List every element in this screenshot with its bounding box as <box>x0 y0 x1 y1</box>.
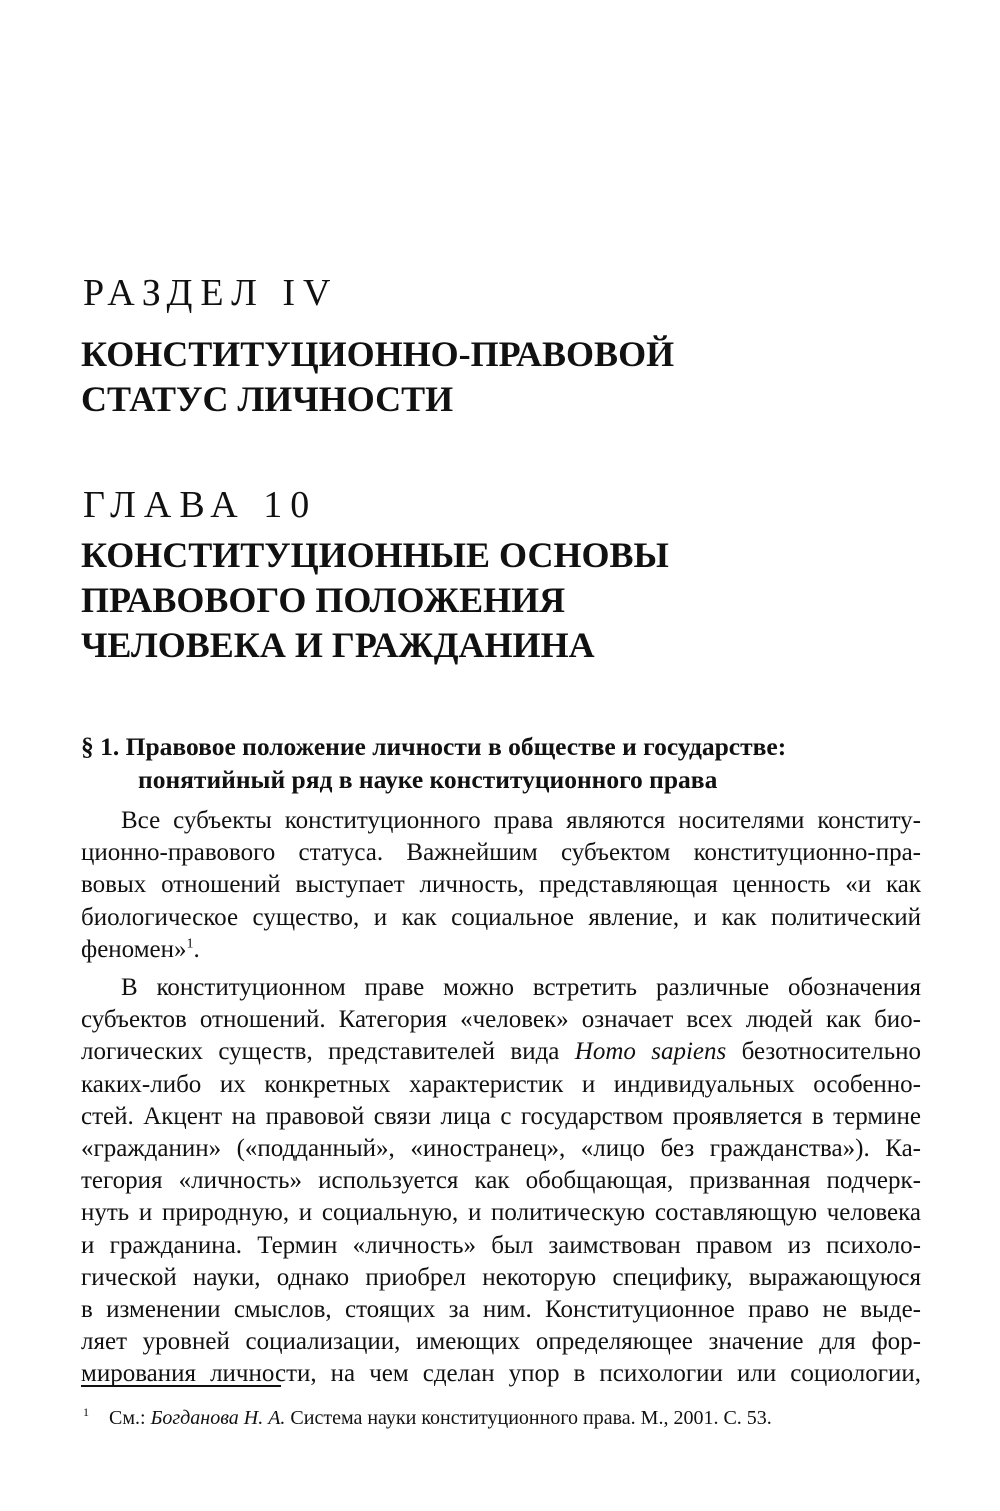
text-fragment: феномен» <box>81 935 187 963</box>
text-line: ляет уровней социализации, имеющих определяющее значение для фор- <box>81 1328 921 1356</box>
chapter-title-line: ПРАВОВОГО ПОЛОЖЕНИЯ <box>81 580 566 620</box>
paragraph-1 <box>81 805 921 966</box>
footnote-author: Богданова Н. А. <box>150 1407 286 1429</box>
footnote <box>83 1405 772 1431</box>
text-fragment: логических существ, представителей вида <box>81 1038 575 1066</box>
text-line <box>81 1036 921 1068</box>
paragraph-heading <box>81 730 941 796</box>
section-title <box>81 332 674 422</box>
section-label: РАЗДЕЛ IV <box>83 272 339 314</box>
text-line: Все субъекты конституционного права являются носителями конститу- <box>121 807 921 834</box>
text-line: в изменении смыслов, стоящих за ним. Конституционное право не выде- <box>81 1296 921 1324</box>
text-line: каких-либо их конкретных характеристик и индивидуальных особенно- <box>81 1070 921 1098</box>
text-line: ционно-правового статуса. Важнейшим субъектом конституционно-пра- <box>81 839 921 867</box>
italic-term: Homo sapiens <box>574 1038 727 1066</box>
footnote-prefix: См.: <box>109 1407 151 1429</box>
section-title-line: КОНСТИТУЦИОННО-ПРАВОВОЙ <box>81 334 675 374</box>
text-line: стей. Акцент на правовой связи лица с государством проявляется в термине <box>81 1102 921 1130</box>
text-line: биологическое существо, и как социальное явление, и как политический <box>81 903 921 931</box>
section-title-line: СТАТУС ЛИЧНОСТИ <box>81 379 454 419</box>
chapter-title-line: ЧЕЛОВЕКА И ГРАЖДАНИНА <box>81 625 595 665</box>
chapter-title <box>81 533 669 668</box>
body-text <box>81 805 921 1391</box>
paragraph-2 <box>81 972 921 1391</box>
text-line: мирования личности, на чем сделан упор в психологии или социологии, <box>81 1360 921 1388</box>
text-line <box>81 934 921 966</box>
chapter-title-line: КОНСТИТУЦИОННЫЕ ОСНОВЫ <box>81 535 669 575</box>
footnote-divider <box>81 1385 281 1387</box>
paragraph-heading-line: § 1. Правовое положение личности в обществе и государстве: <box>81 732 787 761</box>
footnote-text: Система науки конституционного права. М., 2001. С. 53. <box>285 1407 772 1429</box>
text-line: «гражданин» («подданный», «иностранец», «лицо без гражданства»). Ка- <box>81 1135 921 1163</box>
text-line: В конституционном праве можно встретить различные обозначения <box>121 974 921 1002</box>
text-fragment: безотносительно <box>726 1038 921 1066</box>
footnote-reference[interactable]: 1 <box>186 936 194 952</box>
chapter-label: ГЛАВА 10 <box>83 484 318 526</box>
text-line: и гражданина. Термин «личность» был заимствован правом из психоло- <box>81 1231 921 1259</box>
text-fragment: . <box>193 935 200 963</box>
text-line: нуть и природную, и социальную, и политическую составляющую человека <box>81 1199 921 1227</box>
text-line: субъектов отношений. Категория «человек» означает всех людей как био- <box>81 1006 921 1034</box>
footnote-mark: 1 <box>83 1405 89 1420</box>
text-line: гической науки, однако приобрел некоторую специфику, выражающуюся <box>81 1263 921 1291</box>
paragraph-heading-line: понятийный ряд в науке конституционного права <box>138 765 718 794</box>
text-line: вовых отношений выступает личность, представляющая ценность «и как <box>81 871 921 899</box>
text-line: тегория «личность» используется как обобщающая, призванная подчерк- <box>81 1167 921 1195</box>
